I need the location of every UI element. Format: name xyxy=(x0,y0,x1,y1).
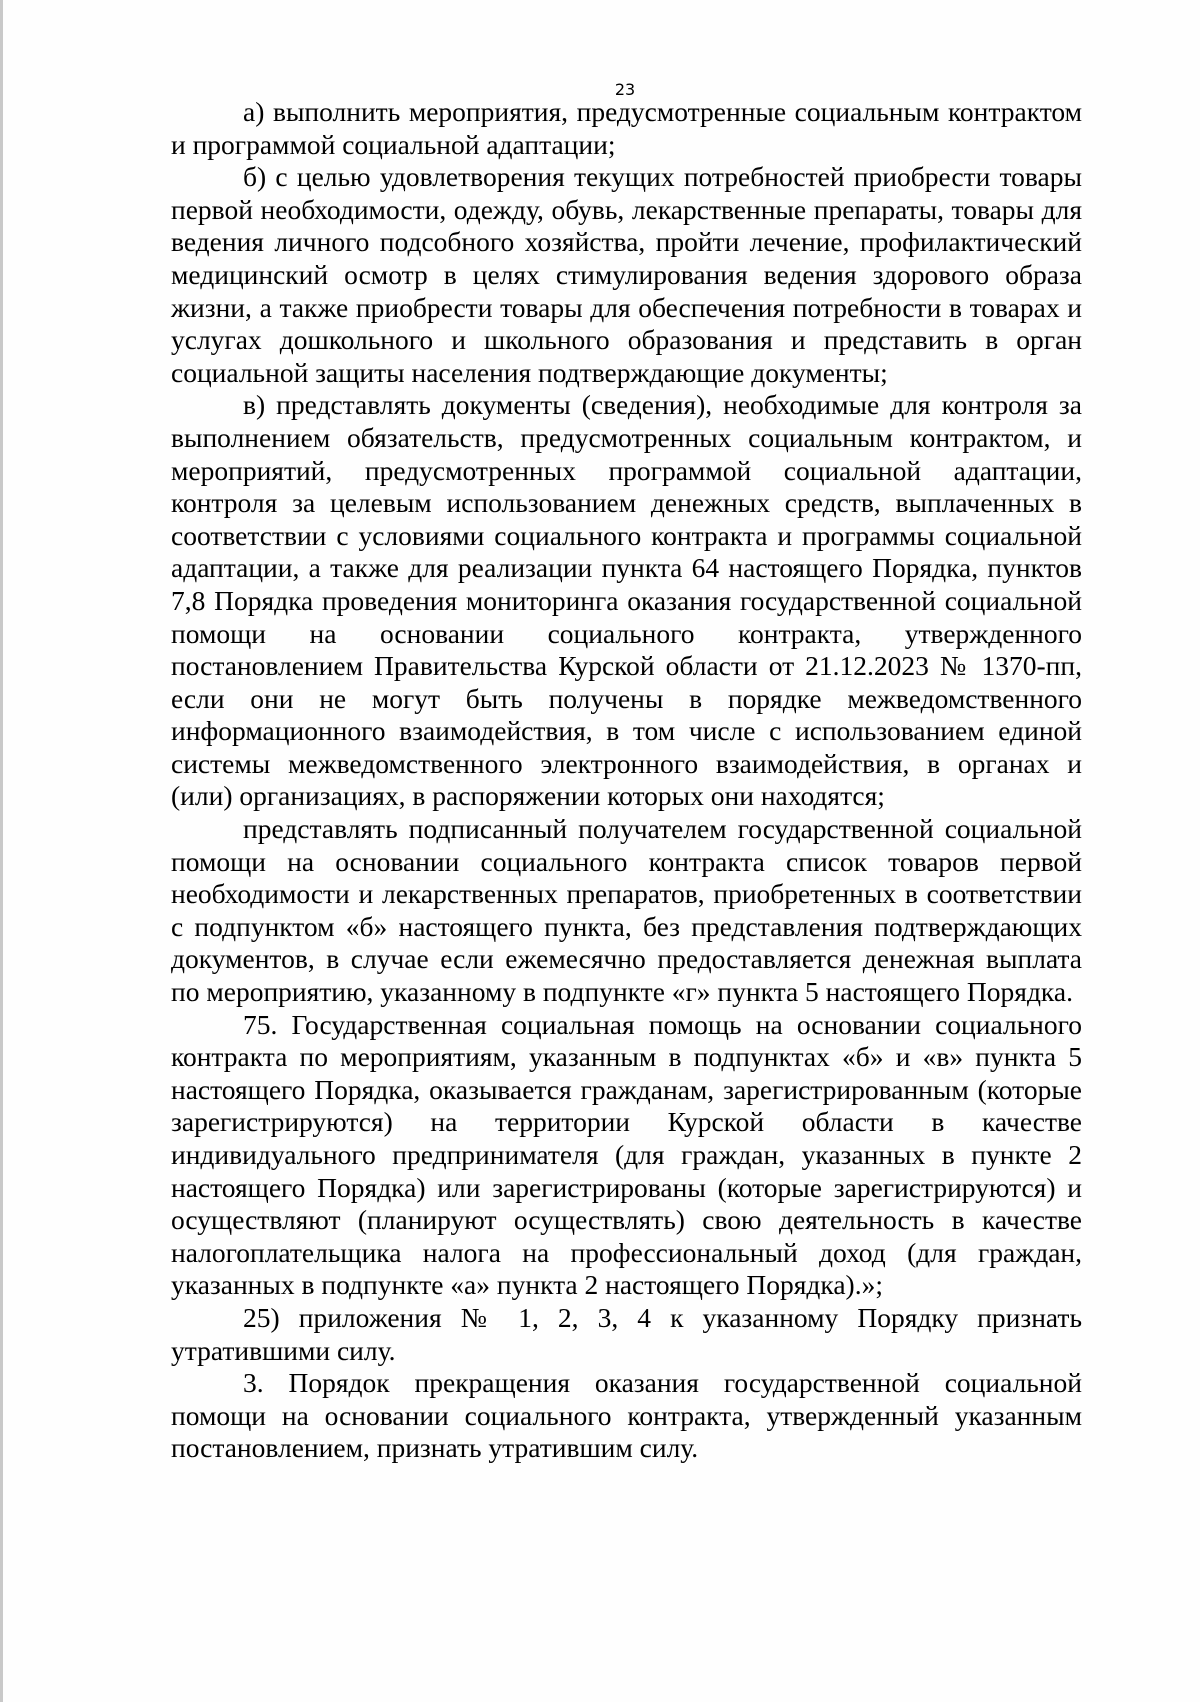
paragraph-submit-list: представлять подписанный получателем государственной социальной помощи на основании социального контракта список товаров первой необходимости и лекарственных препаратов, приобретенных в соответствии с подпунктом «б» настоящего пункта, без представления подтверждающих документов, в случае если ежемесячно предоставляется денежная выплата по мероприятию, указанному в подпункте «г» пункта 5 настоящего Порядка. xyxy=(171,813,1082,1008)
paragraph-item-25: 25) приложения № 1, 2, 3, 4 к указанному Порядку признать утратившими силу. xyxy=(171,1301,1082,1366)
scan-edge xyxy=(0,0,3,1702)
paragraph-subitem-v: в) представлять документы (сведения), необходимые для контроля за выполнением обязательств, предусмотренных социальным контрактом, и мероприятий, предусмотренных программой социальной адаптации, контроля за целевым использованием денежных средств, выплаченных в соответствии с условиями социального контракта и программы социальной адаптации, а также для реализации пункта 64 настоящего Порядка, пунктов 7,8 Порядка проведения мониторинга оказания государственной социальной помощи на основании социального контракта, утвержденного постановлением Правительства Курской области от 21.12.2023 № 1370-пп, если они не могут быть получены в порядке межведомственного информационного взаимодействия, в том числе с использованием единой системы межведомственного электронного взаимодействия, в органах и (или) организациях, в распоряжении которых они находятся; xyxy=(171,389,1082,812)
document-body xyxy=(171,96,1082,1465)
paragraph-item-75: 75. Государственная социальная помощь на основании социального контракта по мероприятиям, указанным в подпунктах «б» и «в» пункта 5 настоящего Порядка, оказывается гражданам, зарегистрированным (которые зарегистрируются) на территории Курской области в качестве индивидуального предпринимателя (для граждан, указанных в пункте 2 настоящего Порядка) или зарегистрированы (которые зарегистрируются) и осуществляют (планируют осуществлять) свою деятельность в качестве налогоплательщика налога на профессиональный доход (для граждан, указанных в подпункте «а» пункта 2 настоящего Порядка).»; xyxy=(171,1008,1082,1301)
paragraph-item-3: 3. Порядок прекращения оказания государственной социальной помощи на основании социального контракта, утвержденный указанным постановлением, признать утратившим силу. xyxy=(171,1367,1082,1464)
paragraph-subitem-b: б) с целью удовлетворения текущих потребностей приобрести товары первой необходимости, одежду, обувь, лекарственные препараты, товары для ведения личного подсобного хозяйства, пройти лечение, профилактический медицинский осмотр в целях стимулирования ведения здорового образа жизни, а также приобрести товары для обеспечения потребности в товарах и услугах дошкольного и школьного образования и представить в орган социальной защиты населения подтверждающие документы; xyxy=(171,161,1082,388)
paragraph-subitem-a: а) выполнить мероприятия, предусмотренные социальным контрактом и программой социальной адаптации; xyxy=(171,96,1082,160)
page-number: 23 xyxy=(614,80,636,99)
